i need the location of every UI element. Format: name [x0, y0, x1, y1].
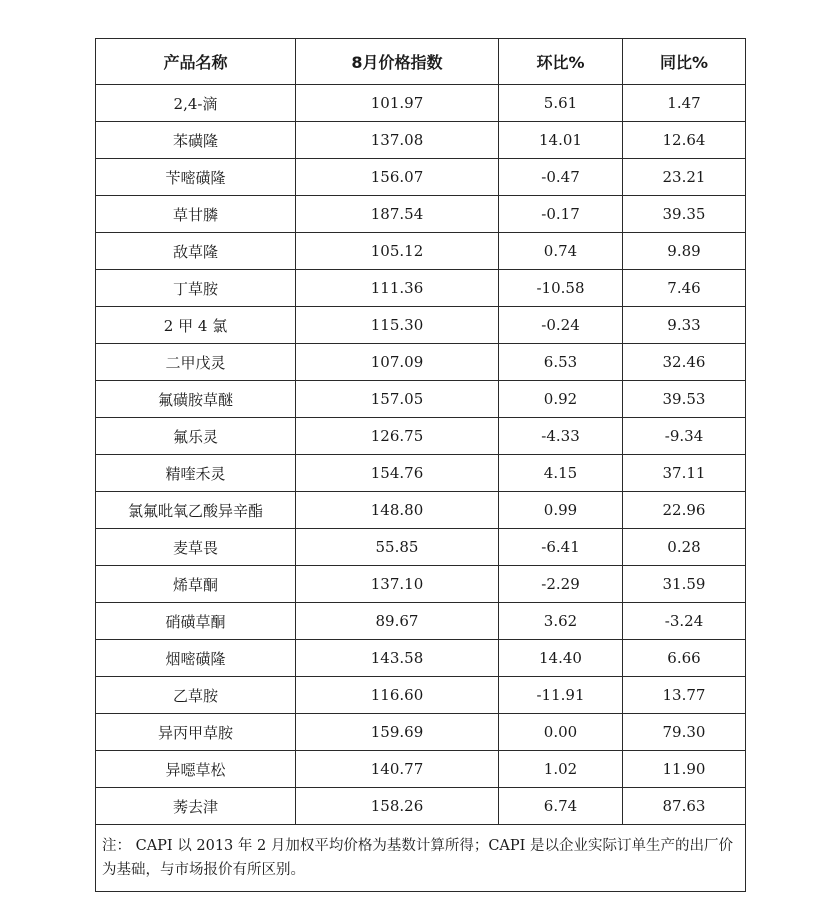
cell-month-on-month: 5.61 [499, 85, 623, 122]
cell-price-index: 159.69 [296, 714, 499, 751]
cell-product-name: 苄嘧磺隆 [96, 159, 296, 196]
header-year-on-year: 同比% [623, 39, 746, 85]
cell-product-name: 苯磺隆 [96, 122, 296, 159]
table-row [96, 233, 746, 270]
cell-price-index: 55.85 [296, 529, 499, 566]
cell-product-name: 异噁草松 [96, 751, 296, 788]
cell-year-on-year: 12.64 [623, 122, 746, 159]
table-row [96, 640, 746, 677]
table-row [96, 196, 746, 233]
cell-product-name: 异丙甲草胺 [96, 714, 296, 751]
table-row [96, 344, 746, 381]
cell-price-index: 89.67 [296, 603, 499, 640]
cell-price-index: 101.97 [296, 85, 499, 122]
cell-month-on-month: -2.29 [499, 566, 623, 603]
table-note: 注： CAPI 以 2013 年 2 月加权平均价格为基数计算所得；CAPI 是以企业实际订单生产的出厂价为基础，与市场报价有所区别。 [96, 825, 746, 892]
table-row [96, 418, 746, 455]
cell-month-on-month: 0.99 [499, 492, 623, 529]
cell-product-name: 硝磺草酮 [96, 603, 296, 640]
cell-year-on-year: -9.34 [623, 418, 746, 455]
price-index-table-container [95, 38, 745, 892]
table-row [96, 714, 746, 751]
cell-year-on-year: 1.47 [623, 85, 746, 122]
cell-price-index: 107.09 [296, 344, 499, 381]
cell-product-name: 草甘膦 [96, 196, 296, 233]
cell-price-index: 140.77 [296, 751, 499, 788]
cell-year-on-year: 31.59 [623, 566, 746, 603]
cell-month-on-month: -4.33 [499, 418, 623, 455]
header-product-name: 产品名称 [96, 39, 296, 85]
cell-price-index: 143.58 [296, 640, 499, 677]
table-row [96, 677, 746, 714]
cell-product-name: 氟磺胺草醚 [96, 381, 296, 418]
cell-month-on-month: 0.00 [499, 714, 623, 751]
cell-price-index: 116.60 [296, 677, 499, 714]
table-header-row [96, 39, 746, 85]
table-row [96, 529, 746, 566]
table-row [96, 566, 746, 603]
cell-year-on-year: 22.96 [623, 492, 746, 529]
cell-month-on-month: 1.02 [499, 751, 623, 788]
cell-month-on-month: 6.53 [499, 344, 623, 381]
cell-product-name: 麦草畏 [96, 529, 296, 566]
table-row [96, 85, 746, 122]
table-body [96, 85, 746, 825]
table-row [96, 603, 746, 640]
cell-price-index: 105.12 [296, 233, 499, 270]
cell-product-name: 丁草胺 [96, 270, 296, 307]
table-row [96, 788, 746, 825]
cell-year-on-year: 13.77 [623, 677, 746, 714]
table-row [96, 455, 746, 492]
cell-month-on-month: 14.01 [499, 122, 623, 159]
table-row [96, 270, 746, 307]
cell-product-name: 精喹禾灵 [96, 455, 296, 492]
table-row [96, 122, 746, 159]
cell-month-on-month: 6.74 [499, 788, 623, 825]
cell-price-index: 111.36 [296, 270, 499, 307]
cell-year-on-year: 23.21 [623, 159, 746, 196]
cell-price-index: 137.10 [296, 566, 499, 603]
cell-month-on-month: 0.92 [499, 381, 623, 418]
cell-price-index: 148.80 [296, 492, 499, 529]
cell-year-on-year: 9.89 [623, 233, 746, 270]
cell-month-on-month: -11.91 [499, 677, 623, 714]
cell-month-on-month: 3.62 [499, 603, 623, 640]
cell-price-index: 187.54 [296, 196, 499, 233]
price-index-table [95, 38, 746, 892]
header-month-on-month: 环比% [499, 39, 623, 85]
cell-month-on-month: -0.24 [499, 307, 623, 344]
cell-year-on-year: 11.90 [623, 751, 746, 788]
cell-year-on-year: 87.63 [623, 788, 746, 825]
cell-price-index: 126.75 [296, 418, 499, 455]
header-price-index: 8月价格指数 [296, 39, 499, 85]
cell-price-index: 158.26 [296, 788, 499, 825]
cell-price-index: 115.30 [296, 307, 499, 344]
cell-price-index: 157.05 [296, 381, 499, 418]
cell-product-name: 氟乐灵 [96, 418, 296, 455]
cell-month-on-month: 0.74 [499, 233, 623, 270]
cell-product-name: 烯草酮 [96, 566, 296, 603]
cell-year-on-year: -3.24 [623, 603, 746, 640]
cell-year-on-year: 6.66 [623, 640, 746, 677]
cell-product-name: 2,4-滴 [96, 85, 296, 122]
cell-month-on-month: -6.41 [499, 529, 623, 566]
cell-product-name: 敌草隆 [96, 233, 296, 270]
table-row [96, 492, 746, 529]
cell-product-name: 2 甲 4 氯 [96, 307, 296, 344]
table-row [96, 307, 746, 344]
cell-month-on-month: -10.58 [499, 270, 623, 307]
cell-price-index: 137.08 [296, 122, 499, 159]
cell-year-on-year: 7.46 [623, 270, 746, 307]
cell-year-on-year: 39.35 [623, 196, 746, 233]
cell-year-on-year: 0.28 [623, 529, 746, 566]
cell-year-on-year: 9.33 [623, 307, 746, 344]
cell-product-name: 二甲戊灵 [96, 344, 296, 381]
cell-price-index: 156.07 [296, 159, 499, 196]
cell-year-on-year: 79.30 [623, 714, 746, 751]
cell-month-on-month: 14.40 [499, 640, 623, 677]
cell-product-name: 氯氟吡氧乙酸异辛酯 [96, 492, 296, 529]
cell-product-name: 乙草胺 [96, 677, 296, 714]
table-row [96, 381, 746, 418]
cell-price-index: 154.76 [296, 455, 499, 492]
cell-product-name: 烟嘧磺隆 [96, 640, 296, 677]
cell-month-on-month: -0.47 [499, 159, 623, 196]
cell-product-name: 莠去津 [96, 788, 296, 825]
cell-year-on-year: 37.11 [623, 455, 746, 492]
table-row [96, 159, 746, 196]
table-note-row [96, 825, 746, 892]
cell-year-on-year: 32.46 [623, 344, 746, 381]
cell-month-on-month: 4.15 [499, 455, 623, 492]
table-row [96, 751, 746, 788]
cell-month-on-month: -0.17 [499, 196, 623, 233]
cell-year-on-year: 39.53 [623, 381, 746, 418]
